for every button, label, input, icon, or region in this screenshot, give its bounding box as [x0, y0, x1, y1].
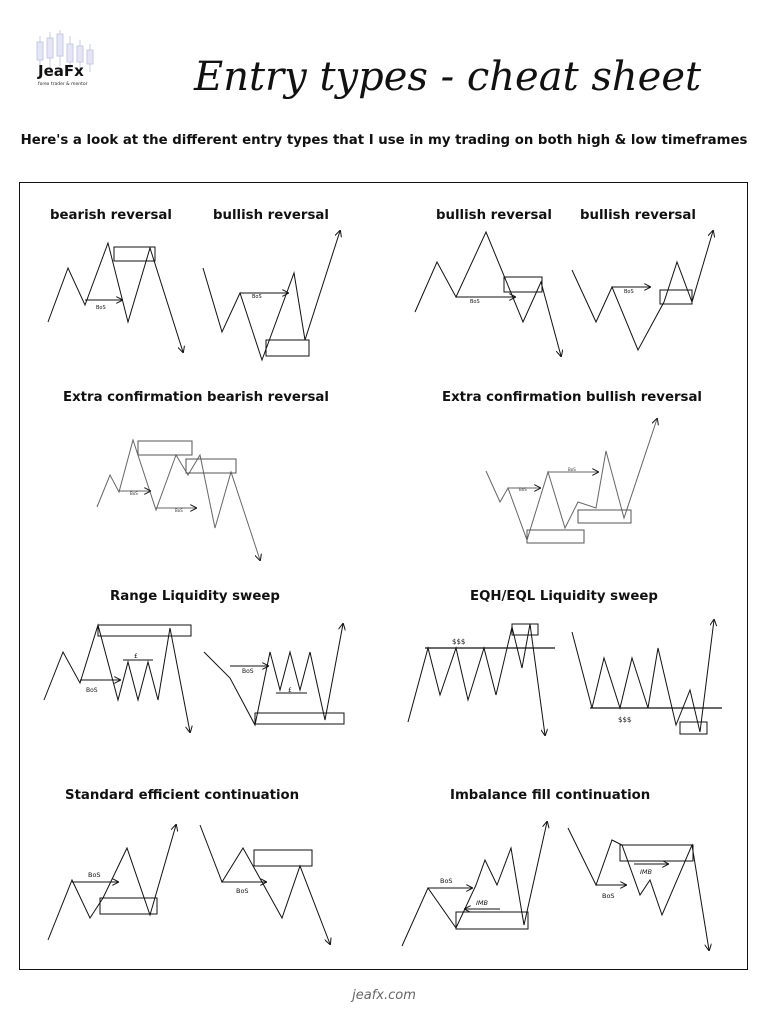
- label-bullish-reversal-3: bullish reversal: [580, 208, 696, 223]
- diagram-bullish-reversal-2: [415, 232, 561, 356]
- diagram-eqh-sweep: [408, 624, 555, 735]
- diagram-standard-cont-bearish: [200, 825, 330, 944]
- footer-site[interactable]: jeafx.com: [352, 988, 416, 1003]
- bos-label: BoS: [440, 877, 453, 885]
- bos-label: BoS: [252, 294, 262, 300]
- bos-label: BoS: [86, 687, 98, 694]
- bos-label: BoS: [519, 487, 527, 492]
- bos-label: BoS: [175, 508, 183, 513]
- label-eqh-sweep: EQH/EQL Liquidity sweep: [470, 589, 658, 604]
- diagram-extra-bullish: [486, 419, 657, 543]
- diagram-eql-sweep: [572, 620, 722, 734]
- logo-name: JeaFx: [38, 62, 84, 80]
- logo-tagline: forex trader & mentor: [38, 82, 88, 87]
- bos-label: BoS: [130, 491, 138, 496]
- label-extra-bullish: Extra confirmation bullish reversal: [442, 390, 702, 405]
- bos-label: BoS: [88, 871, 101, 879]
- bos-label: BoS: [242, 668, 254, 675]
- imb-label: IMB: [476, 899, 488, 907]
- bos-label: BoS: [470, 299, 480, 305]
- label-bullish-reversal-1: bullish reversal: [213, 208, 329, 223]
- label-bullish-reversal-2: bullish reversal: [436, 208, 552, 223]
- label-range-sweep: Range Liquidity sweep: [110, 589, 280, 604]
- bos-label: BoS: [624, 289, 634, 295]
- diagram-standard-cont-bullish: [48, 825, 176, 940]
- label-extra-bearish: Extra confirmation bearish reversal: [63, 390, 329, 405]
- diagram-range-sweep-bearish: [44, 625, 191, 732]
- bos-label: BoS: [96, 305, 106, 311]
- label-standard-continuation: Standard efficient continuation: [65, 788, 300, 803]
- diagram-imbalance-cont-bullish: [402, 822, 547, 946]
- dollars-label: $$$: [618, 716, 632, 724]
- pound-label: £: [288, 687, 292, 694]
- label-bearish-reversal: bearish reversal: [50, 208, 172, 223]
- diagram-bearish-reversal: [48, 243, 183, 352]
- pound-label: £: [134, 653, 138, 660]
- label-imbalance-continuation: Imbalance fill continuation: [450, 788, 651, 803]
- bos-label: BoS: [568, 467, 576, 472]
- imb-label: IMB: [640, 868, 652, 876]
- diagram-imbalance-cont-bearish: [568, 828, 709, 950]
- dollars-label: $$$: [452, 638, 466, 646]
- bos-label: BoS: [602, 892, 615, 900]
- diagram-bullish-reversal-1: [203, 231, 340, 360]
- diagram-extra-bearish: [97, 440, 260, 560]
- diagram-range-sweep-bullish: [204, 624, 344, 725]
- page-subtitle: Here's a look at the different entry types that I use in my trading on both high & low timeframes: [20, 133, 748, 148]
- diagram-bullish-reversal-3: [572, 231, 713, 350]
- bos-label: BoS: [236, 887, 249, 895]
- page-title-text: Entry types - cheat sheet: [194, 54, 702, 100]
